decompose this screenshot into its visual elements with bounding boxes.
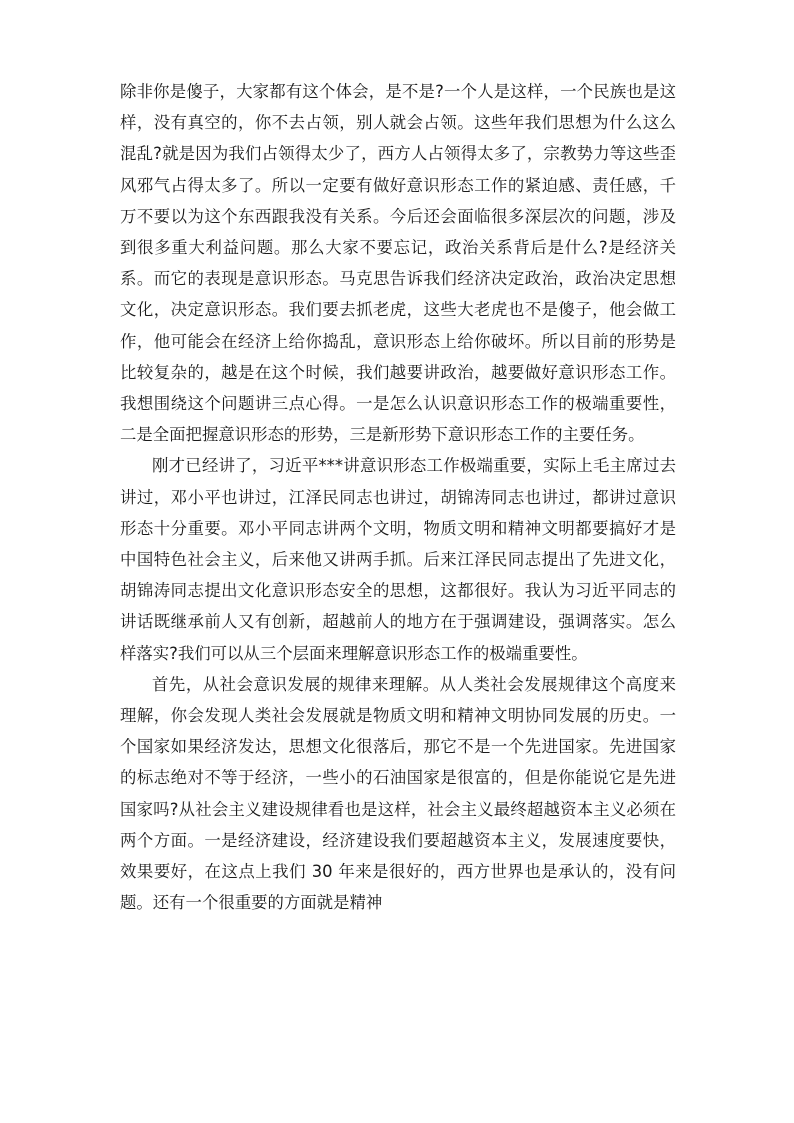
paragraph-3: 首先，从社会意识发展的规律来理解。从人类社会发展规律这个高度来理解，你会发现人类社会发展就是物质文明和精神文明协同发展的历史。一个国家如果经济发达，思想文化很落后，那它不是一个先进国家。先进国家的标志绝对不等于经济，一些小的石油国家是很富的，但是你能说它是先进国家吗?从社会主义建设规律看也是这样，社会主义最终超越资本主义必须在两个方面。一是经济建设，经济建设我们要超越资本主义，发展速度要快，效果要好，在这点上我们 30 年来是很好的，西方世界也是承认的，没有问题。还有一个很重要的方面就是精神 (120, 674, 676, 913)
document-body (120, 76, 676, 918)
paragraph-2: 刚才已经讲了，习近平***讲意识形态工作极端重要，实际上毛主席过去讲过，邓小平也讲过，江泽民同志也讲过，胡锦涛同志也讲过，都讲过意识形态十分重要。邓小平同志讲两个文明，物质文明和精神文明都要搞好才是中国特色社会主义，后来他又讲两手抓。后来江泽民同志提出了先进文化，胡锦涛同志提出文化意识形态安全的思想，这都很好。我认为习近平同志的讲话既继承前人又有创新，超越前人的地方在于强调建设，强调落实。怎么样落实?我们可以从三个层面来理解意识形态工作的极端重要性。 (120, 456, 676, 663)
paragraph-1: 除非你是傻子，大家都有这个体会，是不是?一个人是这样，一个民族也是这样，没有真空的，你不去占领，别人就会占领。这些年我们思想为什么这么混乱?就是因为我们占领得太少了，西方人占领得太多了，宗教势力等这些歪风邪气占得太多了。所以一定要有做好意识形态工作的紧迫感、责任感，千万不要以为这个东西跟我没有关系。今后还会面临很多深层次的问题，涉及到很多重大利益问题。那么大家不要忘记，政治关系背后是什么?是经济关系。而它的表现是意识形态。马克思告诉我们经济决定政治，政治决定思想文化，决定意识形态。我们要去抓老虎，这些大老虎也不是傻子，他会做工作，他可能会在经济上给你捣乱，意识形态上给你破坏。所以目前的形势是比较复杂的，越是在这个时候，我们越要讲政治，越要做好意识形态工作。我想围绕这个问题讲三点心得。一是怎么认识意识形态工作的极端重要性，二是全面把握意识形态的形势，三是新形势下意识形态工作的主要任务。 (120, 82, 676, 445)
